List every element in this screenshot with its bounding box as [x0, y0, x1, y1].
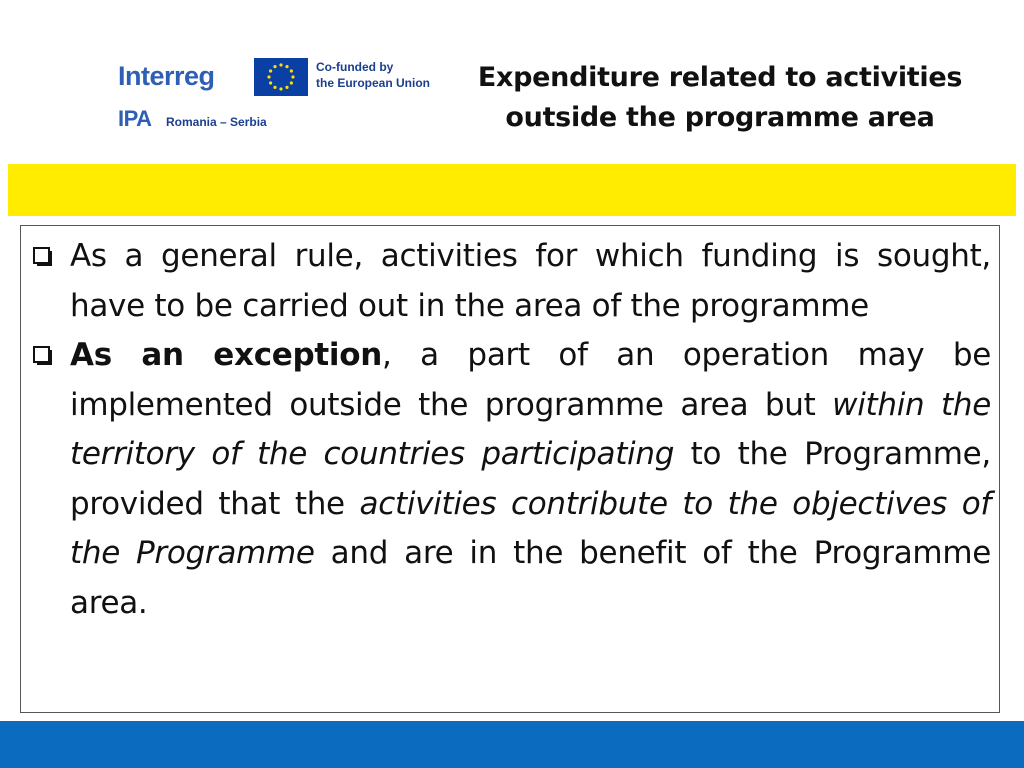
bullet-bold-text: As an exception	[70, 337, 383, 373]
checkbox-square-icon	[33, 247, 53, 267]
eu-star-icon	[269, 81, 272, 84]
bullet-item	[33, 232, 991, 331]
eu-star-icon	[279, 87, 282, 90]
yellow-band	[8, 164, 1016, 216]
eu-star-icon	[273, 86, 276, 89]
bullet-italic-text: activities contribute to the objectives of the Programme	[70, 485, 991, 571]
bullet-text: and are in the benefit of the Programme area.	[70, 535, 991, 621]
eu-star-icon	[285, 65, 288, 68]
slide-title-line2: outside the programme area	[505, 102, 935, 133]
eu-cofunded-text: Co-funded by the European Union	[316, 60, 430, 90]
eu-star-icon	[273, 65, 276, 68]
bullet-text: , a part of an operation may be implemented outside the programme area but	[70, 337, 991, 423]
ipa-subtitle: Romania – Serbia	[166, 115, 267, 129]
footer-band	[0, 721, 1024, 768]
slide-title-line1: Expenditure related to activities	[477, 62, 963, 93]
bullet-list	[33, 232, 991, 628]
bullet-text: to the Programme, provided that the	[70, 436, 991, 522]
bullet-text: As a general rule, activities for which funding is sought, have to be carried out in the area of the programme	[70, 238, 991, 324]
interreg-wordmark: Interreg	[118, 61, 215, 91]
eu-flag-icon	[254, 58, 308, 96]
eu-star-icon	[267, 75, 270, 78]
interreg-logo	[118, 55, 438, 135]
bullet-item	[33, 331, 991, 628]
checkbox-square-icon	[33, 346, 53, 366]
content-box	[20, 225, 1000, 713]
ipa-wordmark: IPA	[118, 106, 152, 131]
eu-star-icon	[291, 75, 294, 78]
eu-star-icon	[285, 86, 288, 89]
eu-star-icon	[279, 63, 282, 66]
eu-star-icon	[269, 69, 272, 72]
eu-stars-icon	[254, 58, 308, 96]
eu-star-icon	[290, 69, 293, 72]
eu-star-icon	[290, 81, 293, 84]
bullet-italic-text: within the territory of the countries participating	[70, 386, 991, 472]
slide-title	[450, 58, 990, 138]
